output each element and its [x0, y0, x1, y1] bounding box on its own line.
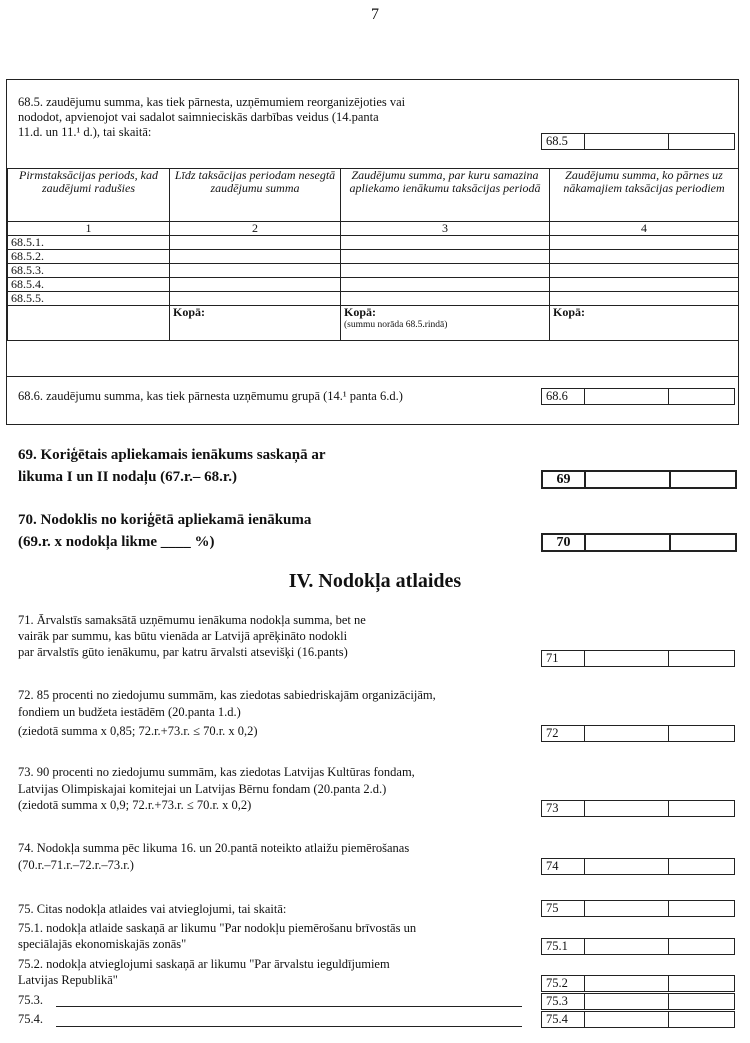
table-column-numbers: [8, 222, 739, 236]
row-71-text-2: vairāk par summu, kas būtu vienāda ar Latvijā aprēķināto nodokli: [18, 629, 348, 643]
divider: [6, 376, 739, 377]
table-cell[interactable]: [550, 250, 739, 264]
code-label-68-5: 68.5: [542, 134, 585, 149]
row-69-text-2: likuma I un II nodaļu (67.r.– 68.r.): [18, 469, 237, 485]
field-75-1-a[interactable]: [585, 939, 669, 954]
row-73-text-3: (ziedotā summa x 0,9; 72.r.+73.r. ≤ 70.r. x 0,2): [18, 798, 252, 812]
row-70-text-2: (69.r. x nodokļa likme ____ %): [18, 534, 215, 550]
header-carried-loss: Zaudējumu summa, ko pārnes uz nākamajiem taksācijas periodiem: [550, 169, 739, 222]
row-73-text-2: Latvijas Olimpiskajai komitejai un Latvijas Bērnu fondam (20.panta 2.d.): [18, 782, 387, 796]
row-74-text-1: 74. Nodokļa summa pēc likuma 16. un 20.pantā noteikto atlaižu piemērošanas: [18, 841, 410, 855]
field-68-5-a[interactable]: [585, 134, 669, 149]
row-label: 68.5.1.: [8, 236, 170, 250]
row-75-4-label: 75.4.: [18, 1012, 43, 1026]
field-75-3-b[interactable]: [669, 994, 734, 1009]
code-box-75-1: [541, 938, 735, 955]
table-cell[interactable]: [550, 264, 739, 278]
row-71-text-1: 71. Ārvalstīs samaksātā uzņēmumu ienākuma nodokļa summa, bet ne: [18, 613, 366, 627]
total-label[interactable]: [550, 306, 739, 341]
header-period: Pirmstaksācijas periods, kad zaudējumi radušies: [8, 169, 170, 222]
field-75-4-b[interactable]: [669, 1012, 734, 1027]
code-label-75-2: 75.2: [542, 976, 585, 991]
row-68-5-text-1: 68.5. zaudējumu summa, kas tiek pārnesta, uzņēmumiem reorganizējoties vai: [18, 95, 406, 109]
field-70-b[interactable]: [671, 535, 735, 550]
table-cell-empty: [8, 306, 170, 341]
field-70-a[interactable]: [586, 535, 671, 550]
table-row: [8, 250, 739, 264]
table-total-row: [8, 306, 739, 341]
code-label-75-4: 75.4: [542, 1012, 585, 1027]
row-70-text-1: 70. Nodoklis no koriģētā apliekamā ienākuma: [18, 512, 312, 528]
row-label: 68.5.3.: [8, 264, 170, 278]
row-label: 68.5.2.: [8, 250, 170, 264]
table-cell[interactable]: [170, 264, 341, 278]
code-box-71: [541, 650, 735, 667]
row-74-text-2: (70.r.–71.r.–72.r.–73.r.): [18, 858, 134, 872]
row-75-4-blank-line[interactable]: [56, 1026, 522, 1027]
code-label-75: 75: [542, 901, 585, 916]
row-72-text-1: 72. 85 procenti no ziedojumu summām, kas ziedotas sabiedriskajām organizācijām,: [18, 688, 436, 702]
row-75-2-text-2: Latvijas Republikā": [18, 973, 118, 987]
table-cell[interactable]: [550, 236, 739, 250]
code-box-73: [541, 800, 735, 817]
field-75-2-a[interactable]: [585, 976, 669, 991]
field-75-1-b[interactable]: [669, 939, 734, 954]
col-number: 1: [8, 222, 170, 236]
field-69-b[interactable]: [671, 472, 735, 487]
header-reducing-loss: Zaudējumu summa, par kuru samazina apliekamo ienākumu taksācijas periodā: [341, 169, 550, 222]
code-label-69: 69: [543, 472, 586, 487]
table-cell[interactable]: [341, 278, 550, 292]
table-cell[interactable]: [341, 292, 550, 306]
row-75-2-text-1: 75.2. nodokļa atvieglojumi saskaņā ar likumu "Par ārvalstu ieguldījumiem: [18, 957, 390, 971]
code-box-75-3: [541, 993, 735, 1010]
table-row: [8, 236, 739, 250]
header-uncovered-loss: Līdz taksācijas periodam nesegtā zaudējumu summa: [170, 169, 341, 222]
field-72-a[interactable]: [585, 726, 669, 741]
table-cell[interactable]: [170, 250, 341, 264]
row-label: 68.5.4.: [8, 278, 170, 292]
row-71-text-3: par ārvalstīs gūto ienākumu, par katru ārvalsti atsevišķi (16.pants): [18, 645, 348, 659]
code-label-75-1: 75.1: [542, 939, 585, 954]
page-number: 7: [371, 6, 379, 23]
field-69-a[interactable]: [586, 472, 671, 487]
field-71-a[interactable]: [585, 651, 669, 666]
table-cell[interactable]: [550, 278, 739, 292]
table-cell[interactable]: [170, 292, 341, 306]
field-74-a[interactable]: [585, 859, 669, 874]
table-cell[interactable]: [341, 250, 550, 264]
section-title: IV. Nodokļa atlaides: [288, 570, 462, 592]
field-75-3-a[interactable]: [585, 994, 669, 1009]
table-row: [8, 264, 739, 278]
code-box-75-4: [541, 1011, 735, 1028]
row-label: 68.5.5.: [8, 292, 170, 306]
loss-carryover-table: [7, 168, 739, 341]
code-box-70: [541, 533, 737, 552]
field-75-4-a[interactable]: [585, 1012, 669, 1027]
table-row: [8, 278, 739, 292]
code-box-68-5: [541, 133, 735, 150]
table-row: [8, 292, 739, 306]
table-cell[interactable]: [170, 236, 341, 250]
code-label-75-3: 75.3: [542, 994, 585, 1009]
total-label[interactable]: [170, 306, 341, 341]
table-cell[interactable]: [341, 264, 550, 278]
col-number: 3: [341, 222, 550, 236]
field-73-b[interactable]: [669, 801, 734, 816]
field-72-b[interactable]: [669, 726, 734, 741]
table-cell[interactable]: [341, 236, 550, 250]
code-box-74: [541, 858, 735, 875]
code-label-71: 71: [542, 651, 585, 666]
code-box-68-6: [541, 388, 735, 405]
row-73-text-1: 73. 90 procenti no ziedojumu summām, kas ziedotas Latvijas Kultūras fondam,: [18, 765, 415, 779]
field-75-a[interactable]: [585, 901, 669, 916]
field-68-5-b[interactable]: [669, 134, 734, 149]
row-75-1-text-1: 75.1. nodokļa atlaide saskaņā ar likumu "Par nodokļu piemērošanu brīvostās un: [18, 921, 417, 935]
total-label-text: Kopā:: [553, 305, 586, 319]
col-number: 2: [170, 222, 341, 236]
row-68-5-text-2: nododot, apvienojot vai sadalot saimnieciskās darbības veidus (14.panta: [18, 110, 379, 124]
code-label-74: 74: [542, 859, 585, 874]
row-75-3-label: 75.3.: [18, 993, 43, 1007]
row-75-text: 75. Citas nodokļa atlaides vai atvieglojumi, tai skaitā:: [18, 902, 287, 916]
code-label-68-6: 68.6: [542, 389, 585, 404]
code-label-72: 72: [542, 726, 585, 741]
row-68-6-text: 68.6. zaudējumu summa, kas tiek pārnesta uzņēmumu grupā (14.¹ panta 6.d.): [18, 389, 403, 403]
row-69-text-1: 69. Koriģētais apliekamais ienākums saskaņā ar: [18, 447, 326, 463]
field-75-b[interactable]: [669, 901, 734, 916]
total-note: (summu norāda 68.5.rindā): [344, 320, 448, 330]
code-label-70: 70: [543, 535, 586, 550]
field-68-6-b[interactable]: [669, 389, 734, 404]
table-cell[interactable]: [550, 292, 739, 306]
field-73-a[interactable]: [585, 801, 669, 816]
total-label[interactable]: [341, 306, 550, 341]
table-header-row: [8, 169, 739, 222]
code-box-69: [541, 470, 737, 489]
field-74-b[interactable]: [669, 859, 734, 874]
row-72-text-3: (ziedotā summa x 0,85; 72.r.+73.r. ≤ 70.r. x 0,2): [18, 724, 258, 738]
total-label-text: Kopā:: [173, 305, 206, 319]
code-label-73: 73: [542, 801, 585, 816]
table-cell[interactable]: [170, 278, 341, 292]
field-68-6-a[interactable]: [585, 389, 669, 404]
col-number: 4: [550, 222, 739, 236]
code-box-75: [541, 900, 735, 917]
field-71-b[interactable]: [669, 651, 734, 666]
row-75-3-blank-line[interactable]: [56, 1006, 522, 1007]
code-box-75-2: [541, 975, 735, 992]
row-75-1-text-2: speciālajās ekonomiskajās zonās": [18, 937, 187, 951]
total-label-text: Kopā:: [344, 305, 377, 319]
field-75-2-b[interactable]: [669, 976, 734, 991]
row-68-5-text-3: 11.d. un 11.¹ d.), tai skaitā:: [18, 125, 152, 139]
row-72-text-2: fondiem un budžeta iestādēm (20.panta 1.d.): [18, 705, 241, 719]
code-box-72: [541, 725, 735, 742]
